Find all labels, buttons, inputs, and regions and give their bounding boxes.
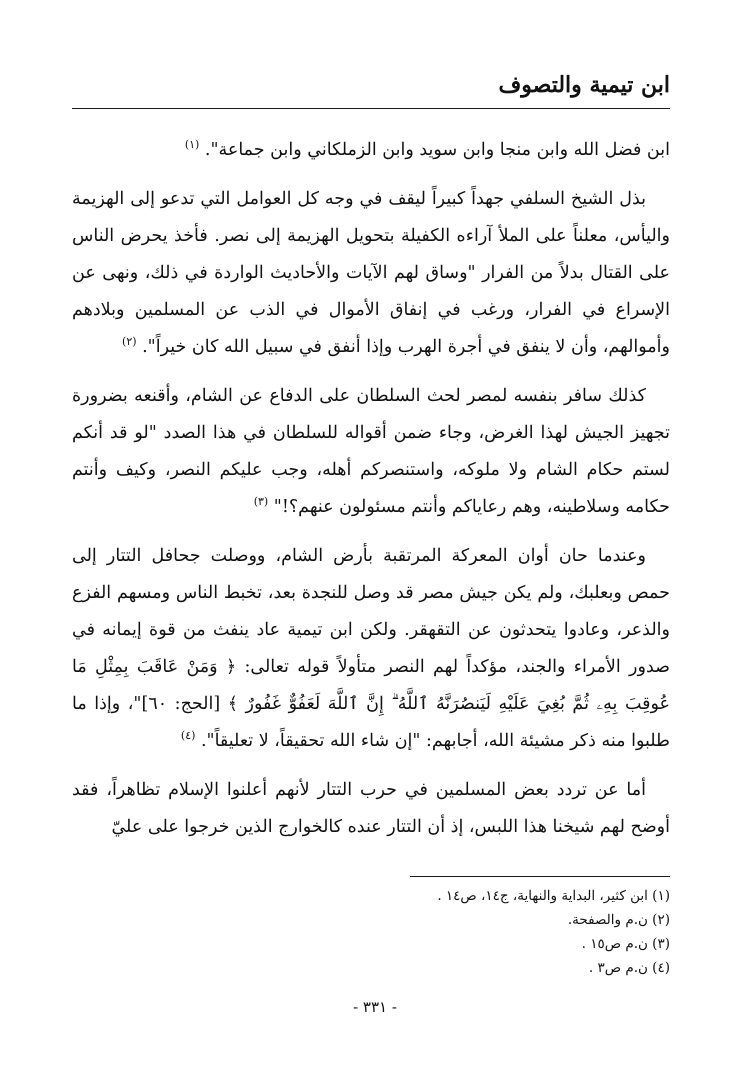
- main-text: [72, 132, 670, 858]
- quran-verse: ﴿ وَمَنْ عَاقَبَ بِمِثْلِ مَا عُوقِبَ بِهِۦ ثُمَّ بُغِيَ عَلَيْهِ لَيَنصُرَنَّهُ ٱللَّهُ ۗ إِنَّ ٱللَّهَ لَعَفُوٌّ غَفُورٌ ﴾: [72, 657, 670, 714]
- footnote-divider: [410, 876, 670, 877]
- footnote-ref-2[interactable]: (٢): [122, 335, 137, 349]
- paragraph-5: [72, 772, 670, 846]
- footnote-4: (٤) ن.م ص٣ .: [588, 960, 670, 976]
- footnote-ref-1[interactable]: (١): [184, 138, 200, 152]
- running-title: ابن تيمية والتصوف: [498, 72, 670, 98]
- quran-citation: [الحج: ٦٠]"،: [127, 694, 221, 714]
- footnote-1: (١) ابن كثير، البداية والنهاية، ج١٤، ص١٤ .: [437, 888, 670, 904]
- page-number: - ٣٣١ -: [353, 998, 397, 1016]
- paragraph-1: [72, 132, 670, 169]
- footnote-ref-3[interactable]: (٣): [253, 495, 269, 509]
- paragraph-3-text: كذلك سافر بنفسه لمصر لحث السلطان على الدفاع عن الشام، وأقنعه بضرورة تجهيز الجيش لهذا الغرض، وجاء ضمن أقواله للسلطان في هذا الصدد "لو قد أنكم لستم حكام الشام ولا ملوكه، واستنصركم أهله، وجب عليكم النصر، وكيف وأنتم حكامه وسلاطينه، وهم رعاياكم وأنتم مسئولون عنهم؟!": [72, 386, 670, 517]
- footnote-3: (٣) ن.م ص١٥ .: [581, 936, 670, 952]
- header-divider: [72, 108, 670, 109]
- paragraph-5-text: أما عن تردد بعض المسلمين في حرب التتار لأنهم أعلنوا الإسلام تظاهراً، فقد أوضح لهم شيخنا هذا اللبس، إذ أن التتار عنده كالخوارج الذين خرجوا على عليّ: [72, 780, 670, 837]
- paragraph-2-text: بذل الشيخ السلفي جهداً كبيراً ليقف في وجه كل العوامل التي تدعو إلى الهزيمة واليأس، معلناً على الملأ آراءه الكفيلة بتحويل الهزيمة إلى نصر. فأخذ يحرض الناس على القتال بدلاً من الفرار "وساق لهم الآيات والأحاديث الواردة في ذلك، ونهى عن الإسراع في الفرار، ورغب في إنفاق الأموال في الذب عن المسلمين وبلادهم وأموالهم، وأن لا ينفق في أجرة الهرب وإذا أنفق في سبيل الله كان خيراً".: [72, 189, 670, 357]
- paragraph-4-ending: وإذا ما طلبوا منه ذكر مشيئة الله، أجابهم: "إن شاء الله تحقيقاً، لا تعليقاً".: [72, 694, 670, 751]
- footnote-ref-4[interactable]: (٤): [180, 729, 196, 743]
- footnote-2: (٢) ن.م والصفحة.: [567, 912, 670, 928]
- paragraph-4-text: وعندما حان أوان المعركة المرتقبة بأرض الشام، ووصلت جحافل التتار إلى حمص وبعلبك، ولم يكن جيش مصر قد وصل للنجدة بعد، تخبط الناس ومسهم الفزع والذعر، وعادوا يتحدثون عن التقهقر. ولكن ابن تيمية عاد ينفث من قوة إيمانه في صدور الأمراء والجند، مؤكداً لهم النصر متأولاً قوله تعالى:: [72, 546, 670, 677]
- paragraph-3: [72, 378, 670, 526]
- paragraph-1-text: ابن فضل الله وابن منجا وابن سويد وابن الزملكاني وابن جماعة".: [204, 140, 670, 160]
- footnotes: [72, 884, 670, 980]
- paragraph-2: [72, 181, 670, 366]
- paragraph-4: [72, 538, 670, 760]
